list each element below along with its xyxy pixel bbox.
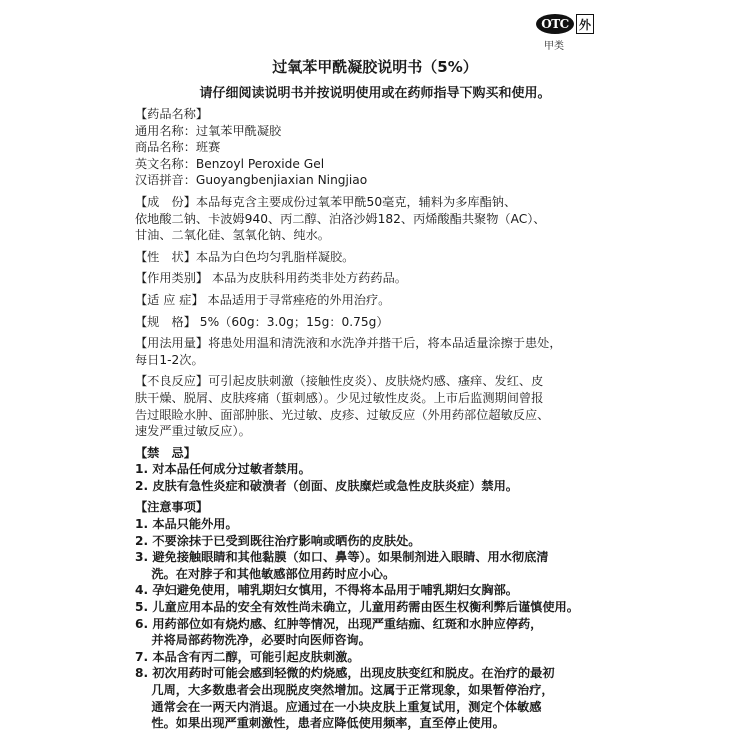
usage-line: 每日1-2次。 — [135, 352, 204, 367]
precaution-line: 7. 本品含有丙二醇，可能引起皮肤刺激。 — [135, 649, 360, 664]
ingredients-line: 【成 份】本品每克含主要成份过氧苯甲酰50毫克，辅料为多库酯钠、 — [135, 194, 517, 209]
document-subtitle: 请仔细阅读说明书并按说明使用或在药师指导下购买和使用。 — [199, 86, 551, 101]
indications-line: 【适 应 症】 本品适用于寻常痤疮的外用治疗。 — [135, 292, 391, 307]
english-name: 英文名称：Benzoyl Peroxide Gel — [135, 156, 325, 171]
contraindication-item: 1. 对本品任何成分过敏者禁用。 — [135, 462, 311, 477]
adverse-line: 速发严重过敏反应）。 — [135, 424, 251, 439]
properties-line: 【性 状】本品为白色均匀乳脂样凝胶。 — [135, 249, 355, 264]
precaution-line: 8. 初次用药时可能会感到轻微的灼烧感，出现皮肤变红和脱皮。在治疗的最初 — [135, 666, 555, 681]
precaution-line: 通常会在一两天内消退。应通过在一小块皮肤上重复试用，测定个体敏感 — [135, 699, 542, 714]
otc-oval-label: OTC — [536, 14, 574, 34]
external-use-box: 外 — [576, 14, 594, 34]
leaflet-body — [135, 106, 615, 732]
precaution-line: 3. 避免接触眼睛和其他黏膜（如口、鼻等）。如果制剂进入眼睛、用水彻底清 — [135, 550, 549, 565]
adverse-line: 告过眼睑水肿、面部肿胀、光过敏、皮疹、过敏反应（外用药部位超敏反应、 — [135, 407, 550, 422]
precaution-line: 洗。在对脖子和其他敏感部位用药时应小心。 — [135, 566, 396, 581]
precaution-line: 性。如果出现严重刺激性，患者应降低使用频率，直至停止使用。 — [135, 716, 505, 731]
ingredients-line: 依地酸二钠、卡波姆940、丙二醇、泊洛沙姆182、丙烯酸酯共聚物（AC）、 — [135, 211, 546, 226]
section-header-precautions: 【注意事项】 — [135, 500, 209, 515]
trade-name: 商品名称：班赛 — [135, 140, 221, 155]
precaution-line: 4. 孕妇避免使用，哺乳期妇女慎用，不得将本品用于哺乳期妇女胸部。 — [135, 583, 518, 598]
precaution-line: 6. 用药部位如有烧灼感、红肿等情况，出现严重结痂、红斑和水肿应停药， — [135, 616, 543, 631]
ingredients-line: 甘油、二氧化硅、氢氧化钠、纯水。 — [135, 228, 330, 243]
precaution-line: 2. 不要涂抹于已受到既往治疗影响或晒伤的皮肤处。 — [135, 533, 421, 548]
common-name: 通用名称：过氧苯甲酰凝胶 — [135, 123, 282, 138]
section-header-contraindications: 【禁 忌】 — [135, 445, 196, 460]
category-line: 【作用类别】 本品为皮肤科用药类非处方药药品。 — [135, 271, 407, 286]
pinyin-name: 汉语拼音：Guoyangbenjiaxian Ningjiao — [135, 173, 368, 188]
otc-mark — [536, 13, 606, 52]
spec-line: 【规 格】 5%（60g：3.0g；15g：0.75g） — [135, 314, 389, 329]
section-header-drug-name: 【药品名称】 — [135, 107, 209, 121]
otc-class-label: 甲类 — [544, 41, 564, 52]
precaution-line: 几周，大多数患者会出现脱皮突然增加。这属于正常现象，如果暂停治疗， — [135, 683, 554, 697]
adverse-line: 肤干燥、脱屑、皮肤疼痛（蜇刺感）。少见过敏性皮炎。上市后监测期间曾报 — [135, 390, 544, 405]
precaution-line: 5. 儿童应用本品的安全有效性尚未确立，儿童用药需由医生权衡利弊后谨慎使用。 — [135, 600, 579, 615]
contraindication-item: 2. 皮肤有急性炎症和破溃者（创面、皮肤糜烂或急性皮肤炎症）禁用。 — [135, 478, 518, 493]
adverse-line: 【不良反应】可引起皮肤刺激（接触性皮炎）、皮肤烧灼感、瘙痒、发红、皮 — [135, 374, 544, 389]
document-title: 过氧苯甲酰凝胶说明书（5%） — [272, 58, 478, 76]
usage-line: 【用法用量】将患处用温和清洗液和水洗净并揩干后，将本品适量涂擦于患处， — [135, 336, 562, 351]
precaution-line: 并将局部药物洗净，必要时向医师咨询。 — [135, 633, 371, 648]
precaution-line: 1. 本品只能外用。 — [135, 517, 238, 532]
otc-badge — [536, 13, 606, 35]
